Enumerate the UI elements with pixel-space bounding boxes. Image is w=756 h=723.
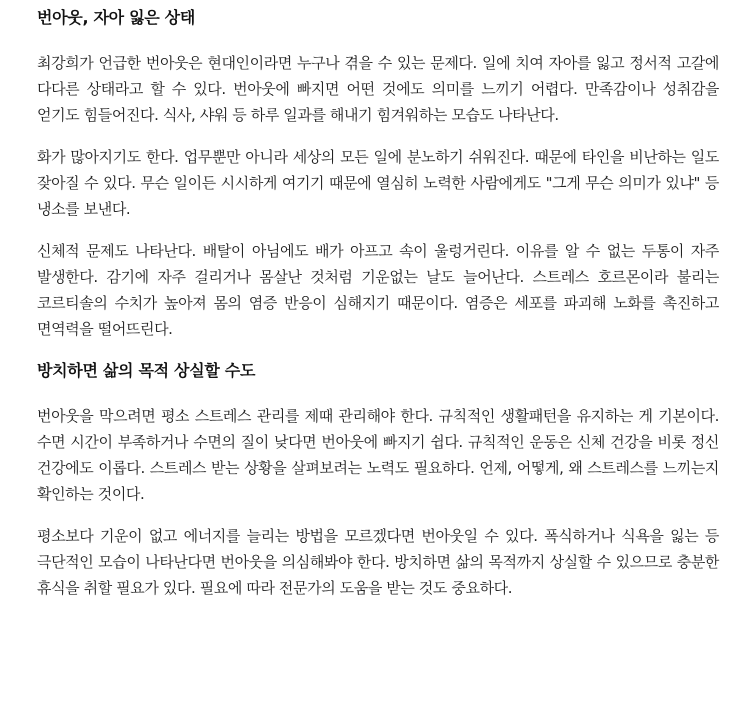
paragraph-burnout-prevention: 번아웃을 막으려면 평소 스트레스 관리를 제때 관리해야 한다. 규칙적인 생활패턴을 유지하는 게 기본이다. 수면 시간이 부족하거나 수면의 질이 낮다면 번아웃에 빠지기 쉽다. 규칙적인 운동은 신체 건강을 비롯 정신 건강에도 이롭다. 스트레스 받는 상황을 살펴보려는 노력도 필요하다. 언제, 어떻게, 왜 스트레스를 느끼는지 확인하는 것이다. bbox=[37, 407, 719, 503]
paragraph-burnout-anger: 화가 많아지기도 한다. 업무뿐만 아니라 세상의 모든 일에 분노하기 쉬워진다. 때문에 타인을 비난하는 일도 잦아질 수 있다. 무슨 일이든 시시하게 여기기 때문에 열심히 노력한 사람에게도 "그게 무슨 의미가 있냐" 등 냉소를 보낸다. bbox=[37, 148, 719, 218]
paragraph-burnout-definition: 최강희가 언급한 번아웃은 현대인이라면 누구나 겪을 수 있는 문제다. 일에 치여 자아를 잃고 정서적 고갈에 다다른 상태라고 할 수 있다. 번아웃에 빠지면 어떤 것에도 의미를 느끼기 어렵다. 만족감이나 성취감을 얻기도 힘들어진다. 식사, 샤워 등 하루 일과를 해내기 힘겨워하는 모습도 나타난다. bbox=[37, 54, 719, 124]
paragraph-burnout-warning-signs: 평소보다 기운이 없고 에너지를 늘리는 방법을 모르겠다면 번아웃일 수 있다. 폭식하거나 식욕을 잃는 등 극단적인 모습이 나타난다면 번아웃을 의심해봐야 한다. 방치하면 삶의 목적까지 상실할 수 있으므로 충분한 휴식을 취할 필요가 있다. 필요에 따라 전문가의 도움을 받는 것도 중요하다. bbox=[37, 527, 719, 597]
section-heading-burnout-state: 번아웃, 자아 잃은 상태 bbox=[37, 8, 195, 27]
paragraph-burnout-physical: 신체적 문제도 나타난다. 배탈이 아님에도 배가 아프고 속이 울렁거린다. 이유를 알 수 없는 두통이 자주 발생한다. 감기에 자주 걸리거나 몸살난 것처럼 기운없는 날도 늘어난다. 스트레스 호르몬이라 불리는 코르티솔의 수치가 높아져 몸의 염증 반응이 심해지기 때문이다. 염증은 세포를 파괴해 노화를 촉진하고 면역력을 떨어뜨린다. bbox=[37, 242, 719, 338]
section-heading-neglect-risk: 방치하면 삶의 목적 상실할 수도 bbox=[37, 361, 256, 380]
